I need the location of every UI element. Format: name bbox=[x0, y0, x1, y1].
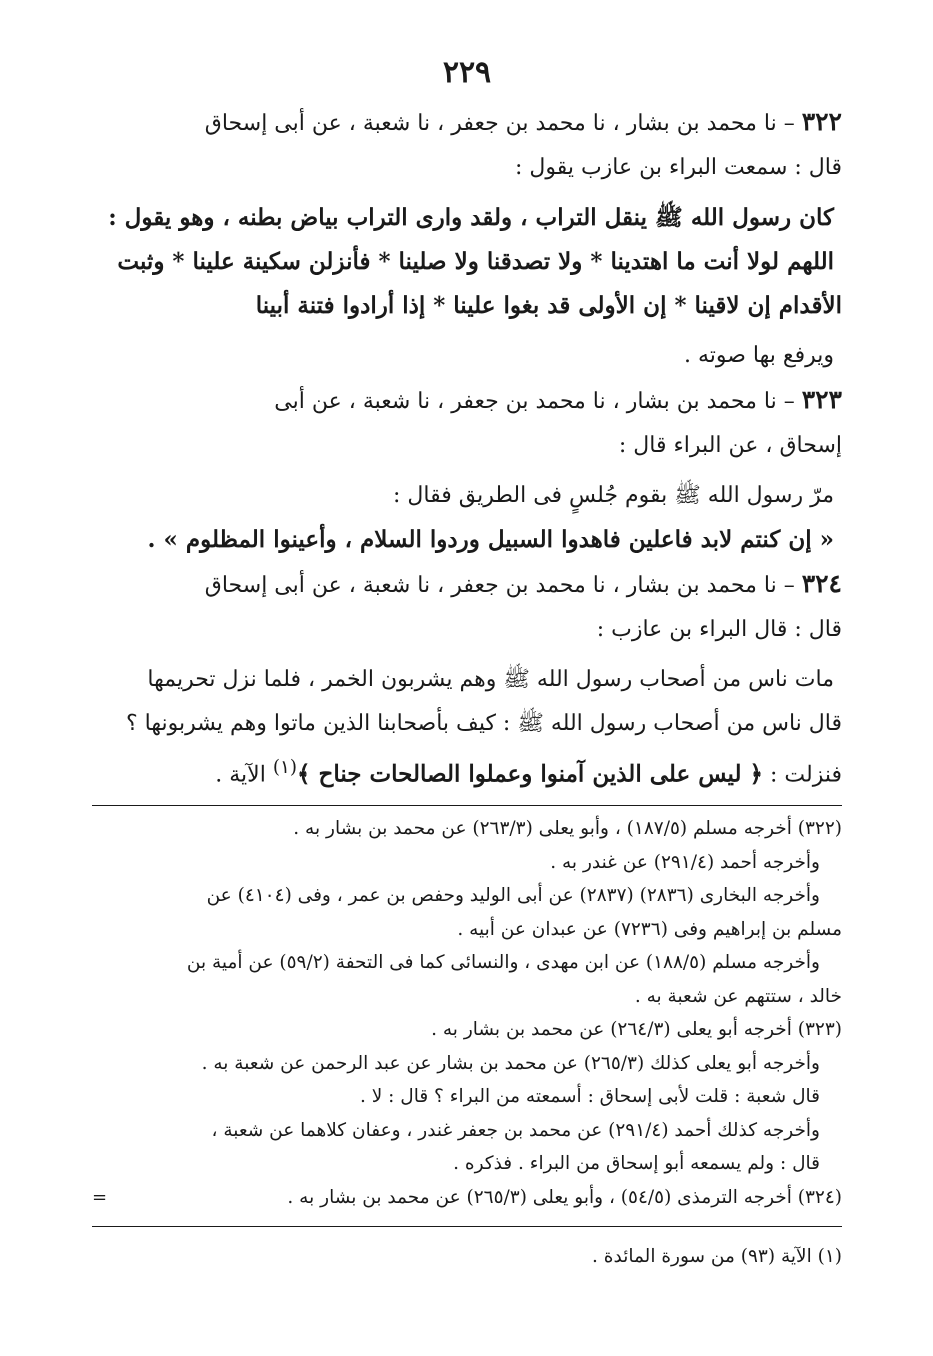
footnote-line: مسلم بن إبراهيم وفى (٧٢٣٦) عن عبدان عن أبيه . bbox=[457, 918, 842, 940]
hadith-isnad: ٣٢٢ – نا محمد بن بشار ، نا محمد بن جعفر ، نا شعبة ، عن أبى إسحاق bbox=[204, 107, 842, 136]
hadith-isnad-cont: قال : سمعت البراء بن عازب يقول : bbox=[514, 155, 842, 180]
hadith-number: ٣٢٤ bbox=[801, 569, 842, 598]
footnote-line: قال : ولم يسمعه أبو إسحاق من البراء . فذكره . bbox=[453, 1153, 820, 1175]
footnote-line: (٣٢٢) أخرجه مسلم (١٨٧/٥) ، وأبو يعلى (٢٦٣/٣) عن محمد بن بشار به . bbox=[293, 818, 842, 840]
hadith-matn-line: اللهم لولا أنت ما اهتدينا * ولا تصدقنا ولا صلينا * فأنزلن سكينة علينا * وثبت bbox=[117, 248, 834, 275]
hadith-verse-line: فنزلت : ﴿ ليس على الذين آمنوا وعملوا الصالحات جناح ﴾$^{(١)}$ الآية . bbox=[215, 757, 842, 788]
hadith-matn-line: كان رسول الله ﷺ ينقل التراب ، ولقد وارى التراب بياض بطنه ، وهو يقول : bbox=[108, 204, 834, 231]
hadith-isnad: ٣٢٤ – نا محمد بن بشار ، نا محمد بن جعفر ، نا شعبة ، عن أبى إسحاق bbox=[204, 569, 842, 598]
hadith-324 bbox=[92, 562, 842, 797]
footnote-line: خالد ، ستتهم عن شعبة به . bbox=[634, 985, 842, 1007]
footnote-line: قال شعبة : قلت لأبى إسحاق : أسمعته من البراء ؟ قال : لا . bbox=[359, 1086, 820, 1108]
hadith-isnad-cont: إسحاق ، عن البراء قال : bbox=[618, 433, 842, 458]
footnote-line: (٣٢٤) أخرجه الترمذى (٥٤/٥) ، وأبو يعلى (٢٦٥/٣) عن محمد بن بشار به . = bbox=[92, 1181, 842, 1215]
page-number: ٢٢٩ bbox=[442, 55, 492, 90]
footnote-line: وأخرجه كذلك أحمد (٢٩١/٤) عن محمد بن جعفر غندر ، وعفان كلاهما عن شعبة ، bbox=[211, 1119, 820, 1141]
hadith-number: ٣٢٢ bbox=[801, 107, 842, 136]
hadith-matn-intro: مرّ رسول الله ﷺ بقوم جُلسٍ فى الطريق فقال : bbox=[393, 483, 834, 508]
hadith-322 bbox=[92, 100, 842, 378]
footnotes bbox=[92, 812, 842, 1214]
hadith-matn-line: الأقدام إن لاقينا * إن الأولى قد بغوا علينا * إذا أرادوا فتنة أبينا bbox=[255, 292, 842, 319]
verse-note: (١) الآية (٩٣) من سورة المائدة . bbox=[592, 1246, 842, 1268]
hadith-323 bbox=[92, 378, 842, 562]
hadith-matn-line: مات ناس من أصحاب رسول الله ﷺ وهم يشربون الخمر ، فلما نزل تحريمها bbox=[147, 667, 834, 692]
footnote-line: وأخرجه أبو يعلى كذلك (٢٦٥/٣) عن محمد بن بشار عن عبد الرحمن عن شعبة به . bbox=[201, 1052, 820, 1074]
continuation-mark: = bbox=[92, 1186, 108, 1208]
footnote-divider bbox=[92, 805, 842, 806]
footnote-line: وأخرجه البخارى (٢٨٣٦) (٢٨٣٧) عن أبى الوليد وحفص بن عمر ، وفى (٤١٠٤) عن bbox=[206, 885, 820, 907]
footnote-line: وأخرجه أحمد (٢٩١/٤) عن غندر به . bbox=[550, 851, 820, 873]
bottom-divider bbox=[92, 1226, 842, 1227]
footnote-line: (٣٢٣) أخرجه أبو يعلى (٢٦٤/٣) عن محمد بن بشار به . bbox=[431, 1019, 842, 1041]
hadith-matn-line: « إن كنتم لابد فاعلين فاهدوا السبيل وردوا السلام ، وأعينوا المظلوم » . bbox=[147, 526, 834, 553]
hadith-isnad: ٣٢٣ – نا محمد بن بشار ، نا محمد بن جعفر ، نا شعبة ، عن أبى bbox=[274, 385, 842, 414]
hadith-matn-line: قال ناس من أصحاب رسول الله ﷺ : كيف بأصحابنا الذين ماتوا وهم يشربونها ؟ bbox=[126, 711, 842, 736]
footnote-line: وأخرجه مسلم (١٨٨/٥) عن ابن مهدى ، والنسائى كما فى التحفة (٥٩/٢) عن أمية بن bbox=[186, 952, 820, 974]
hadith-tail: ويرفع بها صوته . bbox=[683, 343, 834, 368]
book-page bbox=[92, 55, 842, 1277]
footnote-ref: (١) bbox=[272, 757, 297, 778]
hadith-isnad-cont: قال : قال البراء بن عازب : bbox=[596, 617, 842, 642]
quran-verse: ﴿ ليس على الذين آمنوا وعملوا الصالحات جناح ﴾ bbox=[297, 760, 763, 788]
hadith-number: ٣٢٣ bbox=[801, 385, 842, 414]
